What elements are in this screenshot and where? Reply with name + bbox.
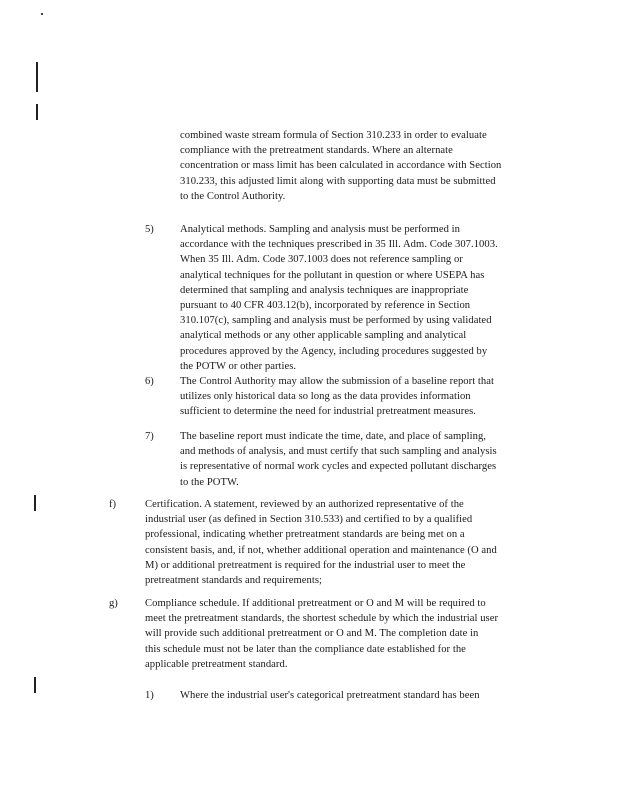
revision-bar [34, 495, 36, 511]
text-line: meet the pretreatment standards, the shortest schedule by which the industrial user [145, 613, 499, 625]
text-line: 310.107(c), sampling and analysis must be performed by using validated [180, 315, 492, 327]
text-line: analytical techniques for the pollutant in question or where USEPA has [180, 269, 485, 281]
text-line: to the POTW. [180, 476, 239, 488]
text-line: professional, indicating whether pretreatment standards are being met on a [145, 529, 465, 541]
text-line: The baseline report must indicate the time, date, and place of sampling, [180, 431, 487, 442]
item-7-label: 7) [145, 431, 154, 442]
text-line: utilizes only historical data so long as the data provides information [180, 391, 471, 403]
item-7-paragraph [180, 429, 497, 490]
text-line: analytical methods or any other applicable sampling and analytical [180, 330, 467, 342]
revision-bar [34, 677, 36, 693]
revision-bar [36, 62, 38, 92]
item-g-label: g) [109, 598, 118, 609]
item-g1-paragraph [180, 688, 480, 703]
item-6-label: 6) [145, 376, 154, 387]
text-line: The Control Authority may allow the submission of a baseline report that [180, 376, 494, 387]
text-line: applicable pretreatment standard. [145, 658, 288, 670]
text-line: 310.233, this adjusted limit along with supporting data must be submitted [180, 175, 496, 187]
text-line: procedures approved by the Agency, including procedures suggested by [180, 345, 488, 357]
text-line: combined waste stream formula of Section 310.233 in order to evaluate [180, 130, 487, 141]
text-line: and methods of analysis, and must certify that such sampling and analysis [180, 446, 497, 458]
text-line: this schedule must not be later than the compliance date established for the [145, 643, 466, 655]
item-5-paragraph [180, 222, 498, 374]
text-line: is representative of normal work cycles and expected pollutant discharges [180, 461, 497, 473]
text-line: will provide such additional pretreatment or O and M. The completion date in [145, 628, 479, 640]
text-line: industrial user (as defined in Section 310.533) and certified to by a qualified [145, 514, 473, 526]
item-6-paragraph [180, 374, 494, 420]
scan-speck [41, 13, 43, 15]
text-line: pretreatment standards and requirements; [145, 575, 323, 587]
continuation-paragraph [180, 128, 501, 204]
text-line: When 35 Ill. Adm. Code 307.1003 does not reference sampling or [180, 254, 463, 266]
text-line: the POTW or other parties. [180, 360, 297, 372]
text-line: consistent basis, and, if not, whether additional operation and maintenance (O and [145, 544, 497, 556]
item-5-label: 5) [145, 224, 154, 235]
text-line: compliance with the pretreatment standards. Where an alternate [180, 145, 453, 157]
item-g1-label: 1) [145, 690, 154, 701]
text-line: M) or additional pretreatment is required for the industrial user to meet the [145, 559, 466, 571]
item-f-paragraph [145, 497, 497, 588]
text-line: to the Control Authority. [180, 190, 286, 202]
text-line: Where the industrial user's categorical pretreatment standard has been [180, 690, 480, 701]
text-line: accordance with the techniques prescribed in 35 Ill. Adm. Code 307.1003. [180, 239, 498, 251]
text-line: Compliance schedule. If additional pretreatment or O and M will be required to [145, 598, 486, 609]
text-line: Analytical methods. Sampling and analysis must be performed in [180, 224, 460, 235]
text-line: Certification. A statement, reviewed by an authorized representative of the [145, 499, 464, 510]
text-line: sufficient to determine the need for industrial pretreatment measures. [180, 406, 476, 418]
text-line: concentration or mass limit has been calculated in accordance with Section [180, 160, 502, 172]
text-line: pursuant to 40 CFR 403.12(b), incorporated by reference in Section [180, 300, 471, 312]
revision-bar [36, 104, 38, 120]
item-g-paragraph [145, 596, 498, 672]
item-f-label: f) [109, 499, 117, 510]
text-line: determined that sampling and analysis techniques are inappropriate [180, 284, 469, 296]
